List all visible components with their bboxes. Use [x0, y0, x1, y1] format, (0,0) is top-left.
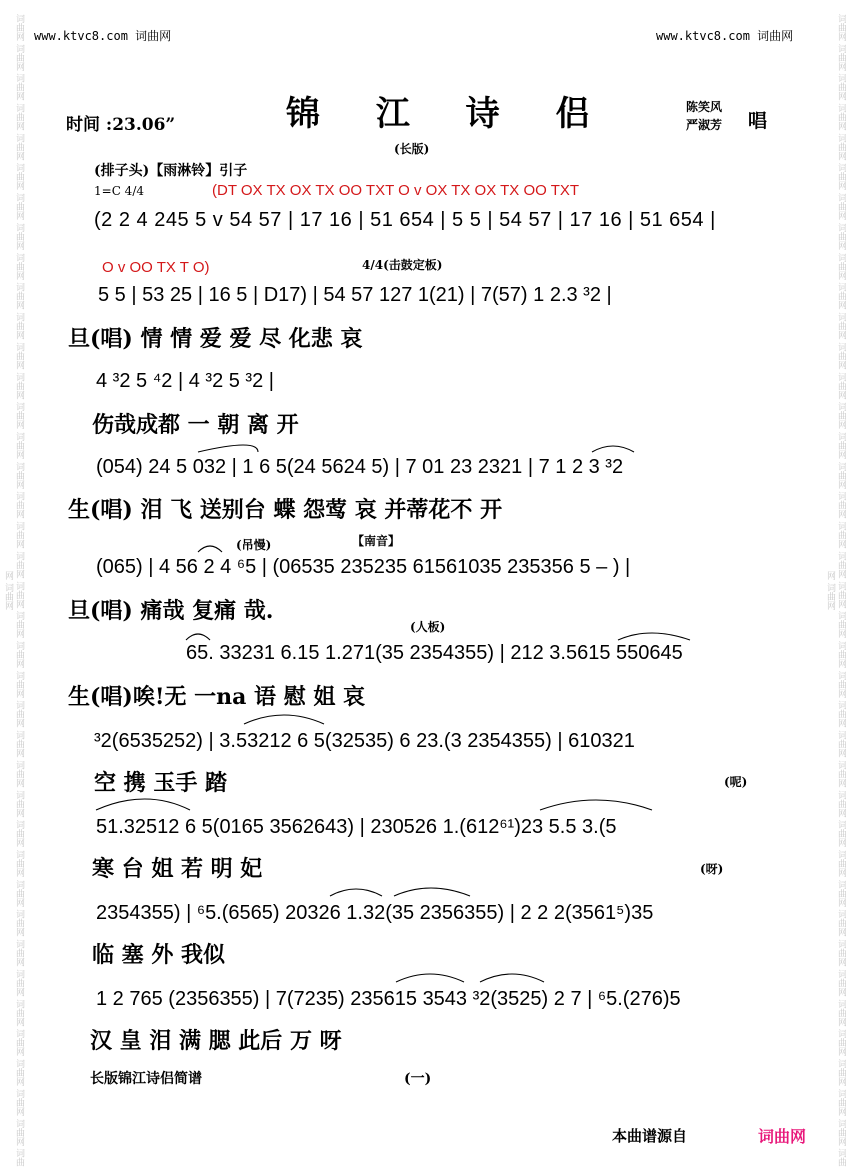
slur [540, 800, 652, 810]
slur [186, 634, 210, 640]
lyrics-line-2: 旦(唱) 情 情 爱 爱 尽 化悲 哀 [68, 326, 363, 352]
duration-label: 时间 :23.06” [66, 115, 176, 135]
tempo-label: 4/4(击鼓定板) [362, 258, 443, 272]
slur [96, 799, 190, 810]
score-caption: 长版锦江诗侣简谱 [90, 1071, 202, 1087]
percussion-line-2: O v OO TX T O) [102, 259, 210, 276]
site-link-right[interactable]: www.ktvc8.com 词曲网 [656, 29, 794, 43]
watermark-text: 词曲网 词曲网 词曲网 词曲网 词曲网 词曲网 词曲网 词曲网 词曲网 词曲网 词曲网 词曲网 词曲网 词曲网 词曲网 词曲网 词曲网 词曲网 词曲网 词曲网 词曲网 词曲网 词曲网 词曲网 词曲网 词曲网 词曲网 词曲网 词曲网 词曲网 词曲网 词曲网 词曲网 词曲网 词曲网 词曲网 词曲网 词曲网 词曲网 词曲网 [825, 14, 846, 1167]
notation-line-3: 4 ³2 5 ⁴2 | 4 ³2 5 ³2 | [96, 370, 274, 392]
intro-label: (排子头)【雨淋铃】引子 [94, 163, 248, 179]
lyrics-line-8: 寒 台 姐 若 明 妃 [92, 856, 263, 882]
lyrics-line-5: 旦(唱) 痛哉 复痛 哉. [68, 598, 274, 624]
slur [480, 974, 544, 982]
slur [198, 445, 258, 452]
slur [198, 546, 222, 552]
right-watermark-strip [824, 0, 846, 1171]
lyrics-line-4: 生(唱) 泪 飞 送别台 蝶 怨莺 哀 并蒂花不 开 [68, 497, 503, 523]
diao-man-label: (吊慢) [236, 538, 272, 552]
notation-line-10: 1 2 765 (2356355) | 7(7235) 235615 3543 ³2(3525) 2 7 | ⁶5.(276)5 [96, 988, 681, 1010]
watermark-text: 词曲网 词曲网 词曲网 词曲网 词曲网 词曲网 词曲网 词曲网 词曲网 词曲网 词曲网 词曲网 词曲网 词曲网 词曲网 词曲网 词曲网 词曲网 词曲网 词曲网 词曲网 词曲网 词曲网 词曲网 词曲网 词曲网 词曲网 词曲网 词曲网 词曲网 词曲网 词曲网 词曲网 词曲网 词曲网 词曲网 词曲网 词曲网 词曲网 词曲网 [3, 14, 24, 1167]
key-signature: 1=C 4/4 [94, 184, 144, 198]
notation-line-5: (065) | 4 56 2 4 ⁶5 | (06535 235235 61561035 235356 5 – ) | [96, 556, 631, 578]
source-label: 本曲谱源自 [612, 1127, 688, 1145]
version-label: (长版) [394, 142, 430, 156]
slur [618, 633, 690, 640]
slur [396, 974, 464, 982]
notation-line-6: 65. 33231 6.15 1.271(35 2354355) | 212 3.5615 550645 [186, 642, 683, 664]
slur [394, 888, 470, 896]
lyrics-line-7: 空 携 玉手 踏 [94, 770, 227, 796]
lyrics-line-9: 临 塞 外 我似 [92, 942, 225, 968]
site-link-left[interactable]: www.ktvc8.com 词曲网 [34, 29, 172, 43]
page-number: (一) [404, 1071, 432, 1087]
nan-yin-label: 【南音】 [352, 534, 401, 548]
singer-2: 严淑芳 [686, 118, 723, 132]
lyrics-line-3: 伤哉成都 一 朝 离 开 [92, 412, 299, 438]
slur [244, 715, 324, 724]
sing-label: 唱 [748, 110, 768, 132]
notation-line-9: 2354355) | ⁶5.(6565) 20326 1.32(35 2356355) | 2 2 2(3561⁵)35 [96, 902, 654, 924]
ya-annotation: (呀) [700, 862, 724, 876]
percussion-line-1: (DT OX TX OX TX OO TXT O v OX TX OX TX OO TXT [212, 182, 580, 199]
song-title: 锦 江 诗 侣 [286, 94, 612, 134]
lyrics-line-10: 汉 皇 泪 满 腮 此后 万 呀 [90, 1028, 342, 1054]
ren-ban-label: (人板) [410, 620, 446, 634]
ne-annotation: (呢) [724, 775, 748, 789]
singer-1: 陈笑风 [686, 100, 723, 114]
notation-line-1: (2 2 4 245 5 v 54 57 | 17 16 | 51 654 | 5 5 | 54 57 | 17 16 | 51 654 | [94, 209, 716, 231]
slur [592, 446, 634, 452]
notation-line-2: 5 5 | 53 25 | 16 5 | D17) | 54 57 127 1(21) | 7(57) 1 2.3 ³2 | [98, 284, 612, 306]
lyrics-line-6: 生(唱)唉!无 一na 语 慰 姐 哀 [68, 684, 366, 710]
brand-logo[interactable]: 词曲网 [758, 1127, 807, 1146]
notation-line-8: 51.32512 6 5(0165 3562643) | 230526 1.(612⁶¹)23 5.5 3.(5 [96, 816, 617, 838]
slur [330, 889, 382, 896]
notation-line-7: ³2(6535252) | 3.53212 6 5(32535) 6 23.(3 2354355) | 610321 [94, 730, 635, 752]
notation-line-4: (054) 24 5 032 | 1 6 5(24 5624 5) | 7 01 23 2321 | 7 1 2 3 ³2 [96, 456, 624, 478]
left-watermark-strip [2, 0, 24, 1171]
